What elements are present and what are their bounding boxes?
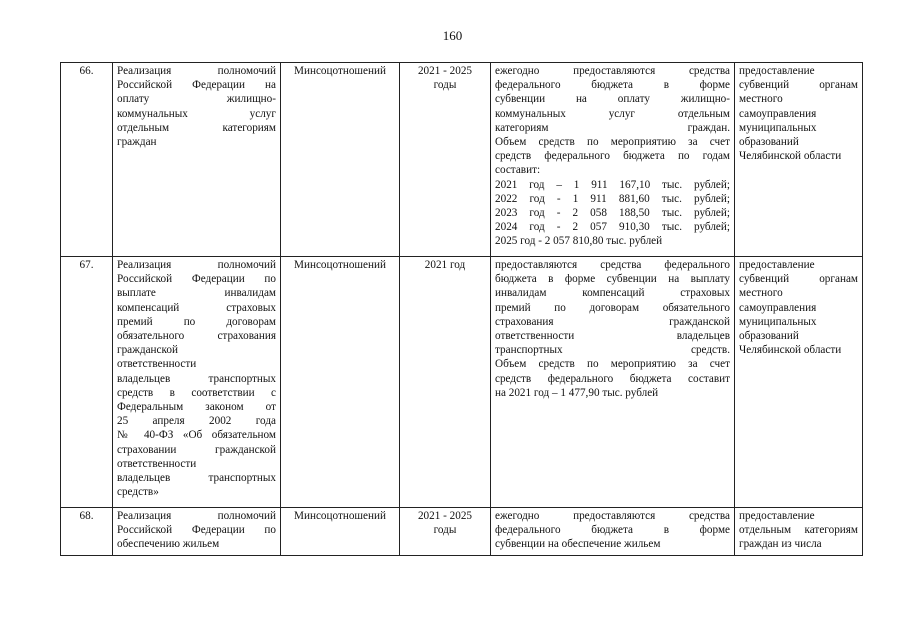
desc-line: на 2021 год – 1 477,90 тыс. рублей <box>495 386 659 399</box>
desc-line: средств федерального бюджета составит <box>495 372 730 385</box>
desc-line: 2024 год - 2 057 910,30 тыс. рублей; <box>495 221 730 234</box>
row-number-text: 67. <box>79 259 94 271</box>
row-number <box>61 257 113 508</box>
result-line: граждан из числа <box>739 538 822 551</box>
result-line: образований <box>739 330 799 343</box>
table-row <box>61 257 863 508</box>
desc-line: составит: <box>495 164 541 177</box>
desc-line: 2023 год - 2 058 188,50 тыс. рублей; <box>495 207 730 220</box>
result-line: предоставление <box>739 510 815 522</box>
row-number-text: 66. <box>79 65 94 77</box>
result-line: Челябинской области <box>739 150 842 163</box>
row-number <box>61 508 113 556</box>
result-line: самоуправления <box>739 301 817 314</box>
term <box>400 63 491 257</box>
desc-line: 2025 год - 2 057 810,80 тыс. рублей <box>495 235 663 248</box>
desc-line: транспортных средств. <box>495 344 730 357</box>
executor <box>281 63 400 257</box>
expected-result <box>735 508 863 556</box>
result-line: предоставление <box>739 259 815 271</box>
name-line: ответственности <box>117 358 197 371</box>
term-line: 2021 - 2025 <box>417 510 473 522</box>
result-line: Челябинской области <box>739 344 842 357</box>
executor-text: Минсоцотношений <box>294 510 386 522</box>
desc-line: субвенции на обеспечение жильем <box>495 538 661 551</box>
measure-name <box>113 257 281 508</box>
result-line: предоставление <box>739 65 815 77</box>
expected-result <box>735 63 863 257</box>
result-line: образований <box>739 136 799 149</box>
desc-line: коммунальных услуг отдельным <box>495 107 730 120</box>
desc-line: инвалидам компенсаций страховых <box>495 287 730 300</box>
name-line: владельцев транспортных <box>117 372 276 385</box>
name-line: граждан <box>117 136 157 149</box>
executor <box>281 257 400 508</box>
desc-line: 2022 год - 1 911 881,60 тыс. рублей; <box>495 192 730 205</box>
desc-line: ежегодно предоставляются средства <box>495 510 730 522</box>
name-line: владельцев транспортных <box>117 472 276 485</box>
term <box>400 508 491 556</box>
name-line: средств в соответствии с <box>117 386 276 399</box>
name-line: Реализация полномочий <box>117 259 276 271</box>
desc-line: премий по договорам обязательного <box>495 301 730 314</box>
result-line: субвенций органам <box>739 273 858 286</box>
name-line: оплату жилищно- <box>117 93 276 106</box>
name-line: премий по договорам <box>117 315 276 328</box>
name-line: средств» <box>117 486 159 499</box>
name-line: выплате инвалидам <box>117 287 276 300</box>
name-line: отдельным категориям <box>117 121 276 134</box>
executor-text: Минсоцотношений <box>294 259 386 271</box>
desc-line: средств федерального бюджета по годам <box>495 150 730 163</box>
name-line: гражданской <box>117 344 178 357</box>
desc-line: субвенции на оплату жилищно- <box>495 93 730 106</box>
name-line: Российской Федерации по <box>117 524 276 537</box>
result-line: муниципальных <box>739 315 817 328</box>
result-line: самоуправления <box>739 107 817 120</box>
description <box>491 257 735 508</box>
name-line: коммунальных услуг <box>117 107 276 120</box>
desc-line: страхования гражданской <box>495 315 730 328</box>
name-line: компенсаций страховых <box>117 301 276 314</box>
desc-line: ежегодно предоставляются средства <box>495 65 730 77</box>
term-line: годы <box>433 524 457 537</box>
name-line: № 40-ФЗ «Об обязательном <box>117 429 276 442</box>
row-number <box>61 63 113 257</box>
result-line: местного <box>739 93 783 106</box>
expected-result <box>735 257 863 508</box>
description <box>491 508 735 556</box>
desc-line: предоставляются средства федерального <box>495 259 730 271</box>
measure-name <box>113 63 281 257</box>
result-line: отдельным категориям <box>739 524 858 537</box>
desc-line: 2021 год – 1 911 167,10 тыс. рублей; <box>495 178 730 191</box>
name-line: 25 апреля 2002 года <box>117 415 276 428</box>
name-line: Реализация полномочий <box>117 510 276 522</box>
name-line: Российской Федерации на <box>117 79 276 92</box>
page-number: 160 <box>442 28 463 43</box>
name-line: Российской Федерации по <box>117 273 276 286</box>
name-line: Федеральным законом от <box>117 401 276 414</box>
term-line: 2021 - 2025 <box>417 65 473 77</box>
desc-line: ответственности владельцев <box>495 330 730 343</box>
result-line: муниципальных <box>739 121 817 134</box>
name-line: обеспечению жильем <box>117 538 220 551</box>
term-line: годы <box>433 79 457 92</box>
measure-name <box>113 508 281 556</box>
result-line: субвенций органам <box>739 79 858 92</box>
desc-line: федерального бюджета в форме <box>495 524 730 537</box>
desc-line: категориям граждан. <box>495 121 730 134</box>
name-line: обязательного страхования <box>117 330 276 343</box>
table-row <box>61 63 863 257</box>
table-body <box>61 63 863 556</box>
name-line: страховании гражданской <box>117 443 276 456</box>
description <box>491 63 735 257</box>
executor-text: Минсоцотношений <box>294 65 386 77</box>
row-number-text: 68. <box>79 510 94 522</box>
desc-line: Объем средств по мероприятию за счет <box>495 136 730 149</box>
name-line: Реализация полномочий <box>117 65 276 77</box>
desc-line: бюджета в форме субвенции на выплату <box>495 273 730 286</box>
result-line: местного <box>739 287 783 300</box>
term-line: 2021 год <box>424 259 466 271</box>
desc-line: федерального бюджета в форме <box>495 79 730 92</box>
desc-line: Объем средств по мероприятию за счет <box>495 358 730 371</box>
measures-table <box>60 62 863 556</box>
executor <box>281 508 400 556</box>
term <box>400 257 491 508</box>
table-row <box>61 508 863 556</box>
name-line: ответственности <box>117 457 197 470</box>
